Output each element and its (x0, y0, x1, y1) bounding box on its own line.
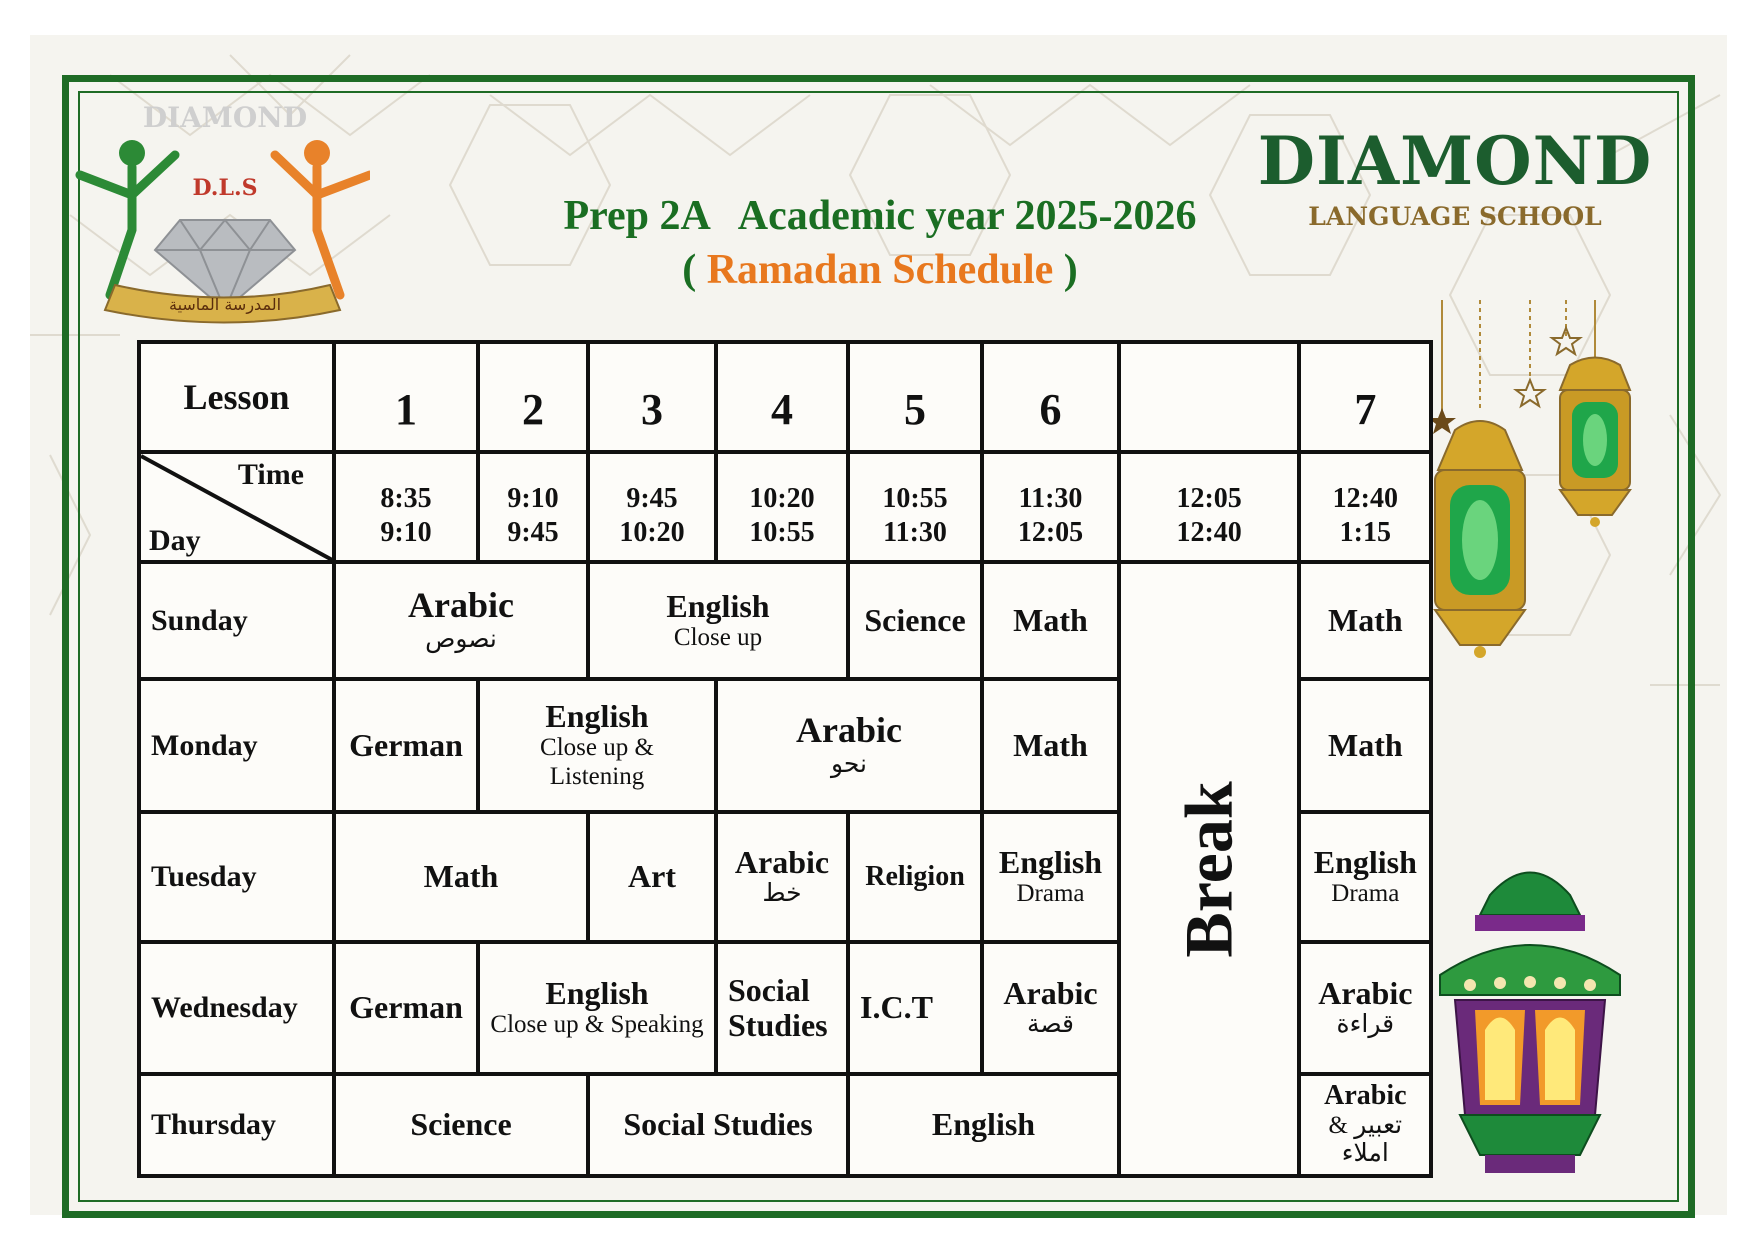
logo-ribbon-text: المدرسة الماسية (168, 295, 282, 314)
subject-cell: Math (982, 679, 1119, 812)
break-cell (1119, 562, 1299, 1176)
subject-cell: Math (334, 812, 588, 942)
subject-cell: English Close up & Listening (478, 679, 716, 812)
time-slot: 11:30 12:05 (982, 452, 1119, 562)
time-slot: 10:20 10:55 (716, 452, 848, 562)
lesson-number: 7 (1299, 342, 1431, 452)
subject-cell: Arabic قراءة (1299, 942, 1431, 1074)
lesson-header-row (139, 342, 1431, 452)
class-label: Prep 2A (563, 193, 709, 239)
day-name: Sunday (139, 562, 334, 679)
logo-initials: D.L.S (192, 175, 258, 201)
subject-cell: English Close up & Speaking (478, 942, 716, 1074)
ramadan-lantern-decoration (1430, 855, 1630, 1185)
subject-cell: Arabic قصة (982, 942, 1119, 1074)
subject-cell: I.C.T (848, 942, 982, 1074)
brand-block (1250, 122, 1660, 231)
school-logo (70, 95, 370, 325)
subject-cell: Science (848, 562, 982, 679)
time-slot: 10:55 11:30 (848, 452, 982, 562)
logo-arc-text: DIAMOND (142, 101, 308, 134)
subject-cell: Arabic نصوص (334, 562, 588, 679)
subject-cell: Arabic & تعبير املاء (1299, 1074, 1431, 1176)
day-name: Monday (139, 679, 334, 812)
day-name: Tuesday (139, 812, 334, 942)
time-slot-break: 12:05 12:40 (1119, 452, 1299, 562)
schedule-table (137, 340, 1433, 1178)
lesson-number: 4 (716, 342, 848, 452)
day-name: Wednesday (139, 942, 334, 1074)
subject-cell: English Drama (982, 812, 1119, 942)
schedule-title (480, 192, 1280, 240)
subject-cell: Social Studies (588, 1074, 848, 1176)
academic-year: Academic year 2025-2026 (737, 193, 1197, 239)
subject-cell: English (848, 1074, 1119, 1176)
lesson-header-label: Lesson (139, 342, 334, 452)
day-name: Thursday (139, 1074, 334, 1176)
subject-cell: German (334, 679, 478, 812)
subject-cell: English Close up (588, 562, 848, 679)
subject-cell: Science (334, 1074, 588, 1176)
break-label: Break (1170, 780, 1247, 958)
time-slot: 8:35 9:10 (334, 452, 478, 562)
subject-cell: Math (982, 562, 1119, 679)
time-label: Time (237, 458, 304, 491)
day-row-sunday (139, 562, 1431, 679)
lesson-number: 6 (982, 342, 1119, 452)
subject-cell: Art (588, 812, 716, 942)
time-day-corner (139, 452, 334, 562)
lesson-number: 1 (334, 342, 478, 452)
time-slot: 9:45 10:20 (588, 452, 716, 562)
time-row (139, 452, 1431, 562)
subject-cell: Religion (848, 812, 982, 942)
break-column-header (1119, 342, 1299, 452)
time-slot: 12:40 1:15 (1299, 452, 1431, 562)
lesson-number: 2 (478, 342, 588, 452)
subject-cell: English Drama (1299, 812, 1431, 942)
day-label: Day (149, 524, 201, 557)
brand-name: DIAMOND (1257, 122, 1653, 200)
schedule-subtitle: ( Ramadan Schedule ) (682, 247, 1078, 293)
time-slot: 9:10 9:45 (478, 452, 588, 562)
subject-cell: Social Studies (716, 942, 848, 1074)
lesson-number: 3 (588, 342, 716, 452)
ramadan-label: Ramadan Schedule (706, 247, 1054, 293)
subject-cell: German (334, 942, 478, 1074)
brand-subtitle: LANGUAGE SCHOOL (1308, 202, 1602, 231)
subject-cell: Math (1299, 679, 1431, 812)
subject-cell: Arabic خط (716, 812, 848, 942)
subject-cell: Math (1299, 562, 1431, 679)
subject-cell: Arabic نحو (716, 679, 982, 812)
lesson-number: 5 (848, 342, 982, 452)
